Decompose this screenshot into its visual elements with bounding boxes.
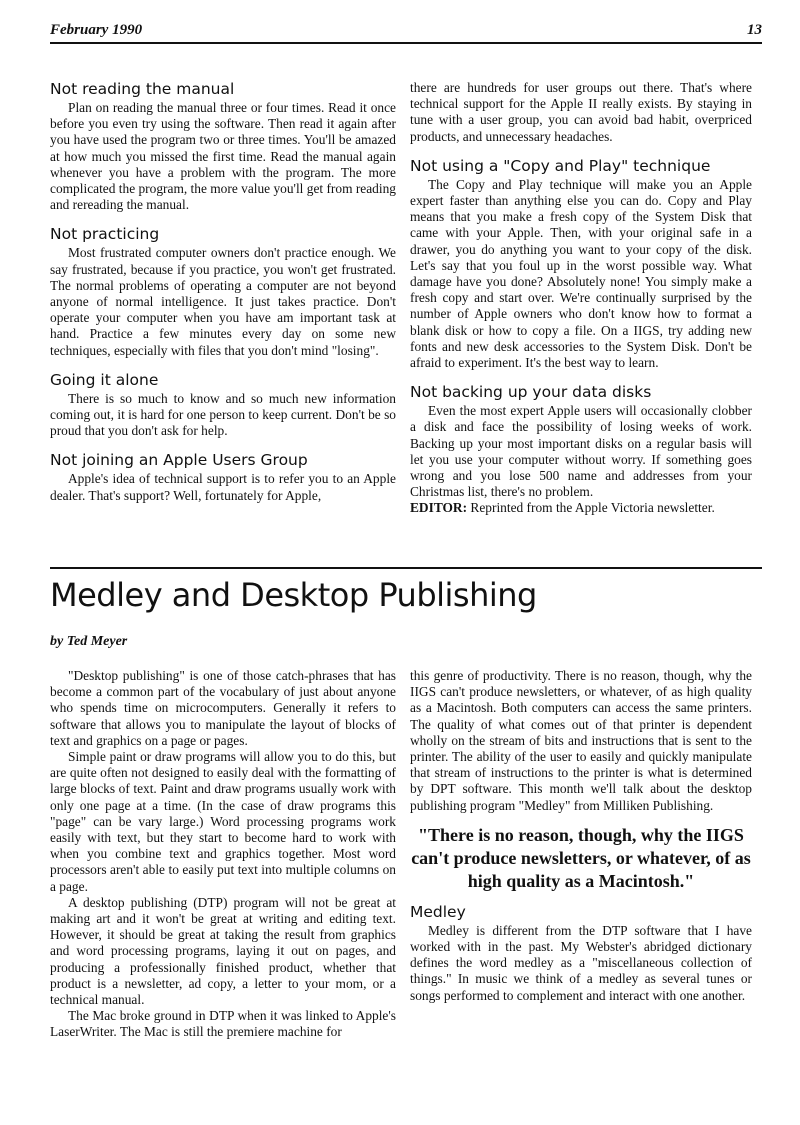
column-top-left xyxy=(50,80,396,504)
para-group: Apple's idea of technical support is to refer you to an Apple dealer. That's support? Well, fortunately for Apple, xyxy=(50,471,396,503)
para-copyplay: The Copy and Play technique will make you an Apple expert faster than anything else you can do. Copy and Play means that you make a fresh copy of the System Disk that came with your Apple. Then, with your original safe in a drawer, you do anything you want to your copy of the disk. Let's say that you foul up in the worst possible way. What damage have you done? Absolutely none! You simply make a fresh copy and start over. We're continually surprised by the number of Apple owners who don't know how to format a blank disk or how to copy a file. On a IIGS, try adding new fonts and new desk accessories to the System Disk. Don't be afraid to experiment. It's the best way to learn. xyxy=(410,176,752,371)
column-bottom-left xyxy=(50,668,396,1041)
issue-date: February 1990 xyxy=(50,22,143,38)
heading-manual: Not reading the manual xyxy=(50,80,235,98)
para-practicing: Most frustrated computer owners don't practice enough. We say frustrated, because if you practice, you won't get frustrated. The normal problems of operating a computer are not beyond anyone of normal intelligence. It just takes practice. Don't operate your computer when you have am important task at hand. Practice a few minutes every day on some new techniques, especially with files that you don't mind "losing". xyxy=(50,245,396,358)
heading-backup: Not backing up your data disks xyxy=(410,383,652,402)
para-manual: Plan on reading the manual three or four times. Read it once before you even try using the software. Then read it again after you have used the program two or three times. You'll be amazed at how much you missed the first time. Read the manual again whenever you have a problem with the program. The more complicated the program, the more value you'll get from reading and rereading the manual. xyxy=(50,100,396,213)
page-number: 13 xyxy=(747,22,762,38)
article-para-5: this genre of productivity. There is no reason, though, why the IIGS can't produce newsletters, or whatever, of as high quality as a Macintosh. Both computers can access the same printers. The quality of what comes out of that printer is dependent wholly on the stream of bits and instructions that is sent to the printer. The ability of the user to easily and quickly manipulate that stream of instructions to the printer is what is determined by DPT software. This month we'll talk about the desktop publishing program "Medley" from Milliken Publishing. xyxy=(410,668,752,813)
editor-note xyxy=(410,500,752,516)
section-divider xyxy=(50,567,762,569)
article-title: Medley and Desktop Publishing xyxy=(50,576,537,614)
article-para-6: Medley is different from the DTP software that I have worked with in the past. My Webster's abridged dictionary defines the word medley as a "miscellaneous collection of things." In music we think of a medley as several tunes or songs performed to complement and interact with one another. xyxy=(410,922,752,1003)
article-para-1: "Desktop publishing" is one of those catch-phrases that has become a common part of the vocabulary of just about anyone who spends time on microcomputers. Generally it refers to software that allows you to manipulate the layout of blocks of text and graphics on a page or pages. xyxy=(50,668,396,748)
article-para-2: Simple paint or draw programs will allow you to do this, but are quite often not designed to easily deal with the formatting of large blocks of text. Paint and draw programs usually work with only one page at a time. (In the case of draw programs this "page" can be vary large.) Word processing programs work easily with text, but they start to become hard to work with when you combine text and graphics together. Most word processors aren't able to easily put text into multiple columns on a page. xyxy=(50,749,396,894)
page-header xyxy=(50,22,762,44)
editor-text: Reprinted from the Apple Victoria newsletter. xyxy=(467,500,715,516)
article-para-4: The Mac broke ground in DTP when it was linked to Apple's LaserWriter. The Mac is still the premiere machine for xyxy=(50,1008,396,1040)
para-alone: There is so much to know and so much new information coming out, it is hard for one person to keep current. Don't be so proud that you don't ask for help. xyxy=(50,390,396,439)
column-top-right xyxy=(410,80,752,517)
heading-copyplay: Not using a "Copy and Play" technique xyxy=(410,156,711,175)
heading-practicing: Not practicing xyxy=(50,225,160,244)
pull-quote: "There is no reason, though, why the IIGS can't produce newsletters, or whatever, of as high quality as a Macintosh." xyxy=(411,824,751,891)
column-bottom-right xyxy=(410,668,752,1004)
heading-alone: Going it alone xyxy=(50,370,159,389)
heading-medley: Medley xyxy=(410,902,466,921)
para-group-cont: there are hundreds for user groups out there. That's where technical support for the Apple II really exists. By staying in tune with a user group, you can avoid bad habit, overpriced products, and unnecessary headaches. xyxy=(410,80,752,144)
heading-group: Not joining an Apple Users Group xyxy=(50,451,308,470)
editor-label: EDITOR: xyxy=(410,500,468,516)
article-byline: by Ted Meyer xyxy=(50,634,128,649)
para-backup: Even the most expert Apple users will occasionally clobber a disk and face the possibility of losing weeks of work. Backing up your most important disks on a regular basis will let you use your computer without worry. If something goes wrong and you lose 500 name and addresses from your Christmas list, there's no problem. xyxy=(410,403,752,500)
article-para-3: A desktop publishing (DTP) program will not be great at making art and it won't be great at writing and editing text. However, it should be great at taking the result from graphics and word processing programs, laying it out on pages, and producing a professionally finished product, whether that product is a newsletter, ad copy, a letter to your mom, or a technical manual. xyxy=(50,894,396,1008)
